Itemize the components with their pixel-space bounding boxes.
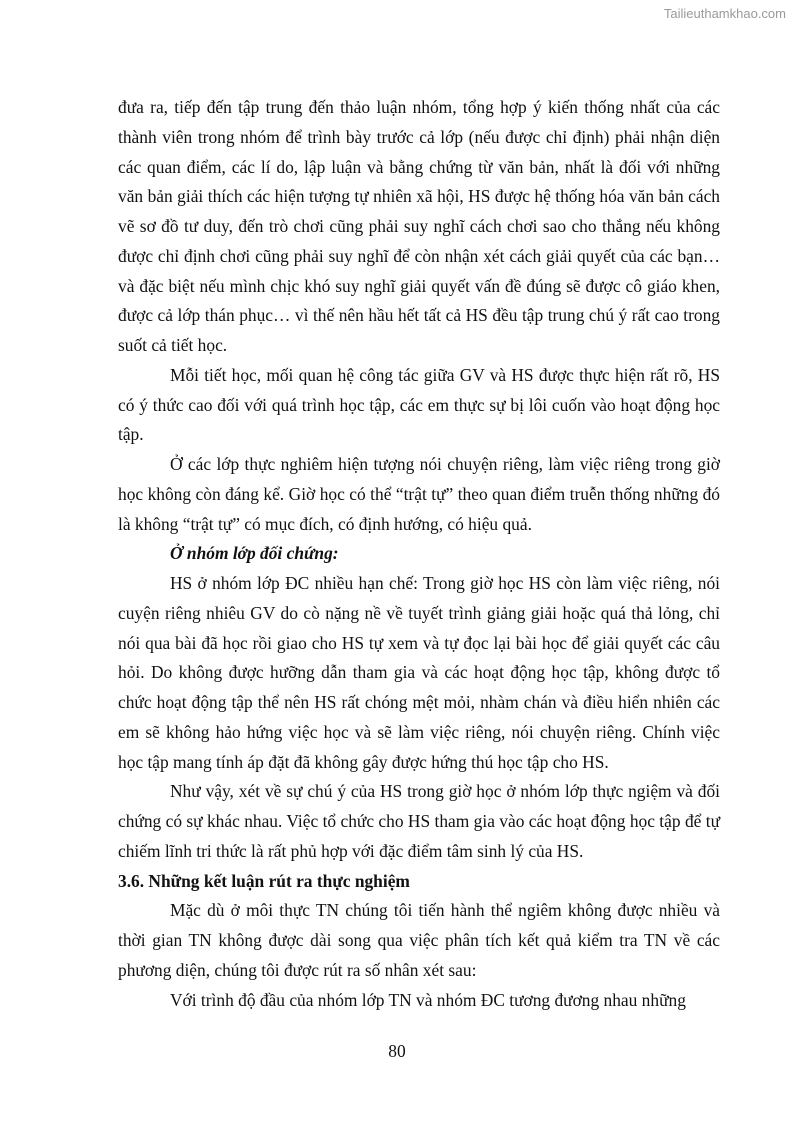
subheading-control-group: Ở nhóm lớp đối chứng: [170,543,339,564]
page-number: 80 [388,1041,406,1061]
section-heading-conclusions: 3.6. Những kết luận rút ra thực nghiệm [118,870,410,891]
paragraph-continuation: đưa ra, tiếp đến tập trung đến thảo luận nhóm, tổng hợp ý kiến thống nhất của các thành viên trong nhóm để trình bày trước cả lớp (nếu được chỉ định) phải nhận diện các quan điểm, các lí do, lập luận và bằng chứng từ văn bản, nhất là đối với những văn bản giải thích các hiện tượng tự nhiên xã hội, HS được hệ thống hóa văn bản cách vẽ sơ đồ tư duy, đến trò chơi cũng phải suy nghĩ cách chơi sao cho thắng nếu không được chỉ định chơi cũng phải suy nghĩ để còn nhận xét cách giải quyết của các bạn…và đặc biệt nếu mình chịc khó suy nghĩ giải quyết vấn đề đúng sẽ được cô giáo khen, được cả lớp thán phục… vì thế nên hầu hết tất cả HS đều tập trung chú ý rất cao trong suốt cả tiết học. [118,97,720,355]
document-body [118,93,720,1015]
watermark: Tailieuthamkhao.com [663,6,786,21]
paragraph-conclusions-intro: Mặc dù ở môi thực TN chúng tôi tiến hành thể ngiêm không được nhiều và thời gian TN không được dài song qua việc phân tích kết quả kiểm tra TN về các phương diện, chúng tôi được rút ra số nhân xét sau: [118,900,720,980]
paragraph-teacher-student-relation: Mỗi tiết học, mối quan hệ công tác giữa GV và HS được thực hiện rất rõ, HS có ý thức cao đối với quá trình học tập, các em thực sự bị lôi cuốn vào hoạt động học tập. [118,364,720,445]
paragraph-experimental-class: Ở các lớp thực nghiêm hiện tượng nói chuyện riêng, làm việc riêng trong giờ học không còn đáng kể. Giờ học có thể “trật tự” theo quan điểm truễn thống những đó là không “trật tự” có mục đích, có định hướng, có hiệu quả. [118,454,720,534]
paragraph-comparison: Như vậy, xét về sự chú ý của HS trong giờ học ở nhóm lớp thực ngiệm và đối chứng có sự khác nhau. Việc tổ chức cho HS tham gia vào các hoạt động học tập để tự chiếm lĩnh tri thức là rất phủ hợp với đặc điểm tâm sinh lý của HS. [118,781,720,861]
paragraph-control-group: HS ở nhóm lớp ĐC nhiều hạn chế: Trong giờ học HS còn làm việc riêng, nói cuyện riêng nhiêu GV do cò nặng nề về tuyết trình giảng giải hoặc quá thả lỏng, chỉ nói qua bài đã học rồi giao cho HS tự xem và tự đọc lại bài học để giải quyết các câu hỏi. Do không được hưỡng dẫn tham gia và các hoạt động học tập, không được tổ chức hoạt động tập thể nên HS rất chóng mệt mỏi, nhàm chán và điều hiển nhiên các em sẽ không hảo hứng việc học và sẽ làm việc riêng, nói chuyện riêng. Chính việc học tập mang tính áp đặt đã không gây được hứng thú học tập cho HS. [118,573,720,772]
paragraph-initial-level: Với trình độ đầu của nhóm lớp TN và nhóm ĐC tương đương nhau những [170,989,686,1010]
